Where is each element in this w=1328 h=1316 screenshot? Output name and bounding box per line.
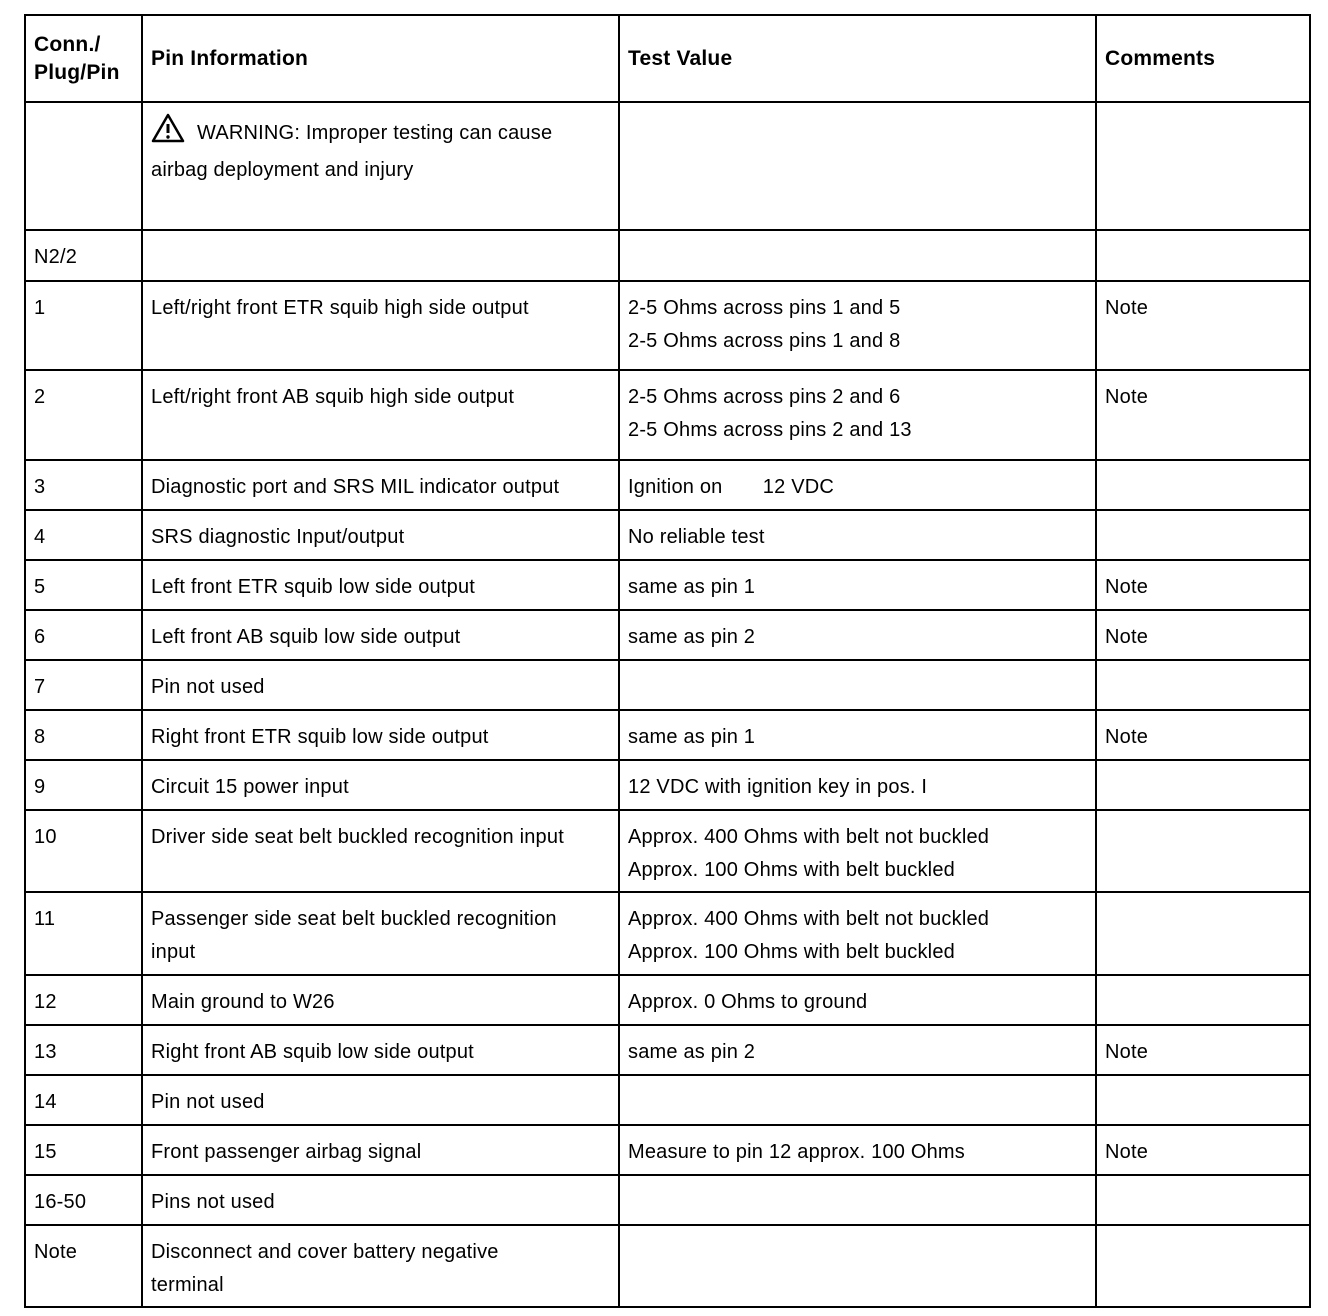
comment: Note [1096, 560, 1310, 610]
pin-number: 14 [25, 1075, 142, 1125]
pin-number: 6 [25, 610, 142, 660]
comment [1096, 1175, 1310, 1225]
cell-line: Approx. 0 Ohms to ground [628, 991, 868, 1013]
note-text-line: Disconnect and cover battery negative [151, 1241, 499, 1263]
cell-line: Driver side seat belt buckled recognition input [151, 826, 564, 848]
comment [1096, 1075, 1310, 1125]
cell-line: Right front ETR squib low side output [151, 726, 489, 748]
cell-line: SRS diagnostic Input/output [151, 526, 405, 548]
pin-information [142, 1175, 619, 1225]
cell-line: Approx. 100 Ohms with belt buckled [628, 859, 955, 881]
cell-line: Left front AB squib low side output [151, 626, 461, 648]
pin-information [142, 1125, 619, 1175]
test-value [619, 510, 1096, 560]
cell-line: Ignition on 12 VDC [628, 476, 835, 498]
comment [1096, 460, 1310, 510]
pin-number: 4 [25, 510, 142, 560]
pin-information [142, 560, 619, 610]
table-row [25, 610, 1310, 660]
comment [1096, 760, 1310, 810]
note-label: Note [25, 1225, 142, 1307]
test-value [619, 560, 1096, 610]
connector-label: N2/2 [25, 230, 142, 281]
note-text [142, 1225, 619, 1307]
table-row [25, 810, 1310, 892]
pin-information-table [24, 14, 1311, 1308]
cell-line: Front passenger airbag signal [151, 1141, 422, 1163]
cell-line: same as pin 2 [628, 1041, 756, 1063]
pin-information [142, 460, 619, 510]
cell-line: same as pin 1 [628, 726, 756, 748]
comment: Note [1096, 610, 1310, 660]
pin-number: 1 [25, 281, 142, 370]
test-value [619, 1025, 1096, 1075]
cell-line: Pins not used [151, 1191, 275, 1213]
pin-number: 8 [25, 710, 142, 760]
warning-cell [142, 102, 619, 230]
cell-line: Passenger side seat belt buckled recognition [151, 908, 557, 930]
table-row [25, 975, 1310, 1025]
table-row [25, 370, 1310, 460]
table-row [25, 281, 1310, 370]
comment [1096, 660, 1310, 710]
cell-line: Circuit 15 power input [151, 776, 349, 798]
cell-line: 2-5 Ohms across pins 2 and 6 [628, 386, 901, 408]
table-row [25, 560, 1310, 610]
cell-line: Approx. 400 Ohms with belt not buckled [628, 826, 990, 848]
cell-line: Left front ETR squib low side output [151, 576, 476, 598]
comment: Note [1096, 1125, 1310, 1175]
pin-information [142, 710, 619, 760]
cell-line: input [151, 941, 196, 963]
test-value [619, 1075, 1096, 1125]
comment: Note [1096, 370, 1310, 460]
table-row [25, 760, 1310, 810]
pin-information [142, 1075, 619, 1125]
pin-information [142, 610, 619, 660]
pin-number: 12 [25, 975, 142, 1025]
cell-line: 2-5 Ohms across pins 1 and 5 [628, 297, 901, 319]
warning-row [25, 102, 1310, 230]
pin-number: 10 [25, 810, 142, 892]
note-text-line: terminal [151, 1274, 224, 1296]
table-row [25, 892, 1310, 975]
cell-line: Measure to pin 12 approx. 100 Ohms [628, 1141, 965, 1163]
warning-text-line2: airbag deployment and injury [151, 159, 414, 181]
cell-line: same as pin 2 [628, 626, 756, 648]
table-row [25, 1025, 1310, 1075]
pin-number: 7 [25, 660, 142, 710]
test-value [619, 1125, 1096, 1175]
cell-line: Left/right front ETR squib high side output [151, 297, 529, 319]
pin-number: 15 [25, 1125, 142, 1175]
cell-line: Main ground to W26 [151, 991, 335, 1013]
pin-number: 2 [25, 370, 142, 460]
pin-information [142, 370, 619, 460]
header-row [25, 15, 1310, 102]
pin-information [142, 975, 619, 1025]
cell-line: Diagnostic port and SRS MIL indicator output [151, 476, 560, 498]
table-row [25, 660, 1310, 710]
header-conn: Conn./ Plug/Pin [25, 15, 142, 102]
cell-line: Pin not used [151, 1091, 265, 1113]
pin-information [142, 281, 619, 370]
header-comments: Comments [1096, 15, 1310, 102]
comment: Note [1096, 710, 1310, 760]
pin-information [142, 510, 619, 560]
test-value [619, 760, 1096, 810]
test-value [619, 610, 1096, 660]
cell-line: 2-5 Ohms across pins 1 and 8 [628, 330, 901, 352]
pin-information [142, 760, 619, 810]
cell-line: Left/right front AB squib high side output [151, 386, 515, 408]
cell-line: Approx. 400 Ohms with belt not buckled [628, 908, 990, 930]
table-row [25, 1175, 1310, 1225]
pin-number: 16-50 [25, 1175, 142, 1225]
comment [1096, 810, 1310, 892]
cell-line: No reliable test [628, 526, 765, 548]
warning-triangle-icon [151, 113, 185, 143]
cell-line: Pin not used [151, 676, 265, 698]
table-row [25, 510, 1310, 560]
warning-test-cell [619, 102, 1096, 230]
warning-comment-cell [1096, 102, 1310, 230]
cell-line: 12 VDC with ignition key in pos. I [628, 776, 928, 798]
table-row [25, 460, 1310, 510]
header-test-value: Test Value [619, 15, 1096, 102]
pin-information [142, 1025, 619, 1075]
pin-information [142, 660, 619, 710]
pin-information [142, 810, 619, 892]
cell-line: Approx. 100 Ohms with belt buckled [628, 941, 955, 963]
comment [1096, 975, 1310, 1025]
cell-line: same as pin 1 [628, 576, 756, 598]
test-value [619, 975, 1096, 1025]
test-value [619, 1175, 1096, 1225]
pin-number: 9 [25, 760, 142, 810]
table-row [25, 1125, 1310, 1175]
pin-number: 5 [25, 560, 142, 610]
test-value [619, 460, 1096, 510]
pin-information [142, 892, 619, 975]
header-pin-information: Pin Information [142, 15, 619, 102]
comment: Note [1096, 281, 1310, 370]
pin-number: 11 [25, 892, 142, 975]
comment [1096, 510, 1310, 560]
cell-line: 2-5 Ohms across pins 2 and 13 [628, 419, 912, 441]
note-row [25, 1225, 1310, 1307]
test-value [619, 660, 1096, 710]
table-row [25, 1075, 1310, 1125]
test-value [619, 892, 1096, 975]
warning-text-line1: WARNING: Improper testing can cause [197, 122, 553, 144]
test-value [619, 710, 1096, 760]
test-value [619, 810, 1096, 892]
connector-row [25, 230, 1310, 281]
comment [1096, 892, 1310, 975]
test-value [619, 281, 1096, 370]
pin-number: 3 [25, 460, 142, 510]
cell-line: Right front AB squib low side output [151, 1041, 474, 1063]
comment: Note [1096, 1025, 1310, 1075]
pin-number: 13 [25, 1025, 142, 1075]
warning-pin-cell [25, 102, 142, 230]
test-value [619, 370, 1096, 460]
table-row [25, 710, 1310, 760]
